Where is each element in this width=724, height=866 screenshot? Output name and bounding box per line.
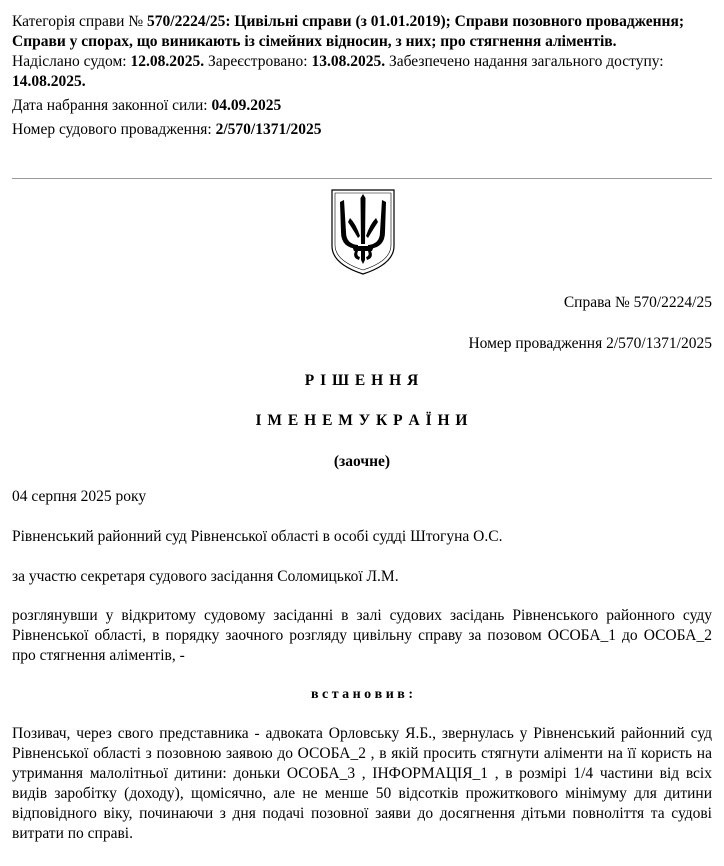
claim-paragraph: Позивач, через свого представника - адвоката Орловську Я.Б., звернулась у Рівненський районний суд Рівненської області з позовною заявою до ОСОБА_2 , в якій просить стягнути аліменти на її користь на утримання малолітньої дитини: доньки ОСОБА_3 , ІНФОРМАЦІЯ_1 , в розмірі 1/4 частини від всіх видів заробітку (доходу), щомісячно, але не менше 50 відсотків прожиткового мінімуму для дитини відповідного віку, починаючи з дня подачі позовної заяви до досягнення дітьми повноліття та судові витрати по справі. <box>12 725 712 842</box>
separator-line <box>12 178 712 179</box>
category-label: Категорія справи № <box>12 13 148 30</box>
established-heading: в с т а н о в и в : <box>310 687 414 702</box>
sent-date: 12.08.2025. <box>130 53 205 70</box>
effect-label: Дата набрання законної сили: <box>12 97 212 114</box>
case-metadata <box>12 12 702 144</box>
case-considered-paragraph: розглянувши у відкритому судовому засіданні в залі судових засідань Рівненського районного суду Рівненської області, в порядку заочного розгляду цивільну справу за позовом ОСОБА_1 до ОСОБА_2 про стягнення аліментів, - <box>12 607 712 664</box>
court-composition: Рівненський районний суд Рівненської області в особі судді Штогуна О.С. <box>12 528 503 545</box>
proceeding-number-line <box>12 120 702 140</box>
case-category <box>12 12 702 52</box>
document-title: Р І Ш Е Н Н Я <box>304 372 420 389</box>
registered-date: 13.08.2025. <box>311 53 386 70</box>
case-dates <box>12 52 702 92</box>
decision-kind: (заочне) <box>333 453 391 470</box>
court-secretary: за участю секретаря судового засідання Соломицької Л.М. <box>12 568 399 585</box>
proceeding-number-right: Номер провадження 2/570/1371/2025 <box>468 335 712 352</box>
ukraine-trident-emblem-icon <box>330 188 396 276</box>
proceeding-number: 2/570/1371/2025 <box>215 121 322 138</box>
registered-label: Зареєстровано: <box>204 53 312 70</box>
access-label: Забезпечено надання загального доступу: <box>385 53 664 70</box>
access-date: 14.08.2025. <box>12 73 86 90</box>
proceeding-label: Номер судового провадження: <box>12 121 216 138</box>
case-number: Справа № 570/2224/25 <box>563 294 712 311</box>
effect-date: 04.09.2025 <box>211 97 282 114</box>
document-subtitle: І М Е Н Е М У К Р А Ї Н И <box>255 412 469 429</box>
decision-date: 04 серпня 2025 року <box>12 488 147 505</box>
effect-date-line <box>12 96 702 116</box>
category-value: 570/2224/25: Цивільні справи (з 01.01.2019); Справи позовного провадження; Справи у спорах, що виникають із сімейних відносин, з них; про стягнення аліментів. <box>12 13 685 50</box>
sent-label: Надіслано судом: <box>12 53 131 70</box>
